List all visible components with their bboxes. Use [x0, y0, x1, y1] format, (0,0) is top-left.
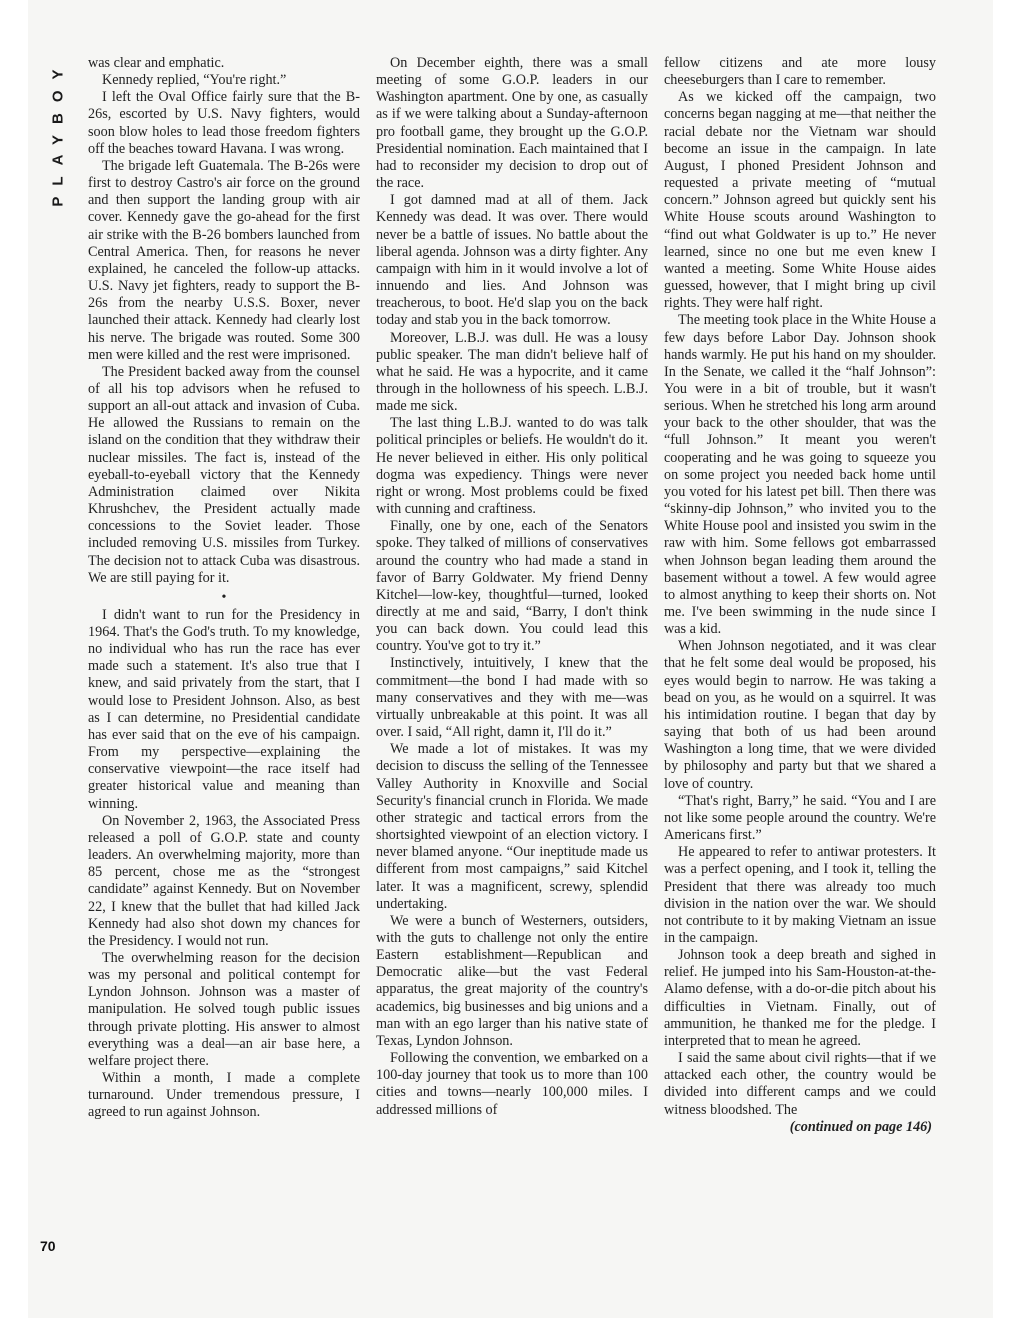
masthead-text: PLAYBOY	[49, 57, 67, 207]
magazine-page	[28, 0, 993, 1318]
body-paragraph: I said the same about civil rights—that if we attacked each other, the country would be divided into different camps and we could witness bloodshed. The	[664, 1050, 936, 1118]
body-paragraph: I got damned mad at all of them. Jack Kennedy was dead. It was over. There would never be a battle of issues. No battle about the liberal agenda. Johnson was a dirty fighter. Any campaign with him in it would involve a lot of innuendo and lies. And Johnson was treacherous, to boot. He'd slap you on the back today and stab you in the back tomorrow.	[376, 192, 648, 329]
body-paragraph: The President backed away from the counsel of all his top advisors when he refused to support an all-out attack and invasion of Cuba. He allowed the Russians to remain on the island on the condition that they withdraw their nuclear missiles. The fact is, instead of the eyeball-to-eyeball victory that the Kennedy Administration claimed over Nikita Khrushchev, the President actually made concessions to the Soviet leader. Those included removing U.S. missiles from Turkey. The decision not to attack Cuba was disastrous. We are still paying for it.	[88, 363, 360, 586]
body-paragraph: Kennedy replied, “You're right.”	[102, 72, 287, 89]
column-3	[664, 55, 936, 1136]
body-paragraph: I left the Oval Office fairly sure that the B-26s, escorted by U.S. Navy fighters, would soon blow holes to lead those freedom fighters off the beaches toward Havana. I was wrong.	[88, 89, 360, 157]
masthead	[40, 52, 76, 212]
body-paragraph: The meeting took place in the White House a few days before Labor Day. Johnson shook hands warmly. He put his hand on my shoulder. In the Senate, we called it the “half Johnson”: You were in a bit of trouble, but it wasn't serious. When he stretched his long arm around your back to the other shoulder, that was the “full Johnson.” It meant you weren't cooperating and he was going to squeeze you on some project you needed back home until you voted for his latest pet bill. Then there was “skinny-dip Johnson,” who invited you to the White House pool and insisted you swim in the raw with him. Some fellows got embarrassed when Johnson began leading them around the basement without a towel. A few would agree to almost anything to keep their shorts on. Not me. I've been swimming in the nude since I was a kid.	[664, 312, 936, 638]
body-paragraph: On December eighth, there was a small meeting of some G.O.P. leaders in our Washington apartment. One by one, as casually as if we were talking about a Sunday-afternoon pro football game, they brought up the G.O.P. Presidential nomination. Each maintained that I had to reconsider my decision to drop out of the race.	[376, 55, 648, 192]
page-number: 70	[40, 1238, 56, 1254]
body-paragraph: As we kicked off the campaign, two concerns began nagging at me—that neither the racial debate nor the Vietnam war should become an issue in the campaign. In late August, I phoned President Johnson and requested a private meeting of “mutual concern.” Johnson agreed but quickly sent his White House scouts around Washington to “find out what Goldwater is up to.” He never learned, since no one but me even knew I wanted a meeting. Some White House aides guessed, however, that I might bring up civil rights. They were half right.	[664, 89, 936, 312]
body-paragraph: The last thing L.B.J. wanted to do was talk political principles or beliefs. He wouldn't do it. He never believed in either. His only political dogma was expediency. Things were never right or wrong. Most problems could be fixed with cunning and craftiness.	[376, 415, 648, 518]
body-paragraph: I didn't want to run for the Presidency in 1964. That's the God's truth. To my knowledge, no individual who has run the race has ever made such a statement. It's also true that I knew, and said privately from the start, that I would lose to President Johnson. Also, as best as I can determine, no Presidential candidate has ever said that on the eve of his campaign. From my perspective—explaining the conservative viewpoint—the race itself had greater historical value and meaning than winning.	[88, 606, 360, 812]
body-paragraph: We were a bunch of Westerners, outsiders, with the guts to challenge not only the entire Eastern establishment—Republican and Democratic alike—but the vast Federal apparatus, the great majority of the country's academics, big businesses and big unions and a man with an ego larger than his native state of Texas, Lyndon Johnson.	[376, 912, 648, 1049]
body-paragraph: was clear and emphatic.	[88, 55, 225, 71]
body-paragraph: He appeared to refer to antiwar protesters. It was a perfect opening, and I took it, telling the President that there was already too much division in the nation over the war. We should not contribute to it by making Vietnam an issue in the campaign.	[664, 844, 936, 946]
body-paragraph: Within a month, I made a complete turnaround. Under tremendous pressure, I agreed to run against Johnson.	[88, 1070, 360, 1121]
body-paragraph: “That's right, Barry,” he said. “You and I are not like some people around the country. We're Americans first.”	[664, 792, 936, 844]
section-break-bullet: •	[221, 589, 227, 605]
body-paragraph: Instinctively, intuitively, I knew that the commitment—the bond I had made with so many conservatives and they with me—was virtually unbreakable at this point. It was all over. I said, “All right, damn it, I'll do it.”	[376, 655, 648, 741]
body-paragraph: Johnson took a deep breath and sighed in relief. He jumped into his Sam-Houston-at-the-Alamo defense, with a do-or-die pitch about his difficulties in Vietnam. Finally, out of ammunition, he thanked me for the pledge. I interpreted that to mean he agreed.	[664, 947, 936, 1049]
body-paragraph: On November 2, 1963, the Associated Press released a poll of G.O.P. state and county leaders. An overwhelming majority, more than 85 percent, chose me as the “strongest candidate” against Kennedy. But on November 22, I knew that the bullet that had killed Jack Kennedy had also shot down my chances for the Presidency. I would not run.	[88, 812, 360, 949]
body-paragraph: The overwhelming reason for the decision was my personal and political contempt for Lyndon Johnson. Johnson was a master of manipulation. He solved tough public issues through private plotting. His answer to almost everything was a deal—an air base here, a welfare project there.	[88, 949, 360, 1069]
body-paragraph: Following the convention, we embarked on a 100-day journey that took us to more than 100 cities and towns—nearly 100,000 miles. I addressed millions of	[376, 1050, 648, 1118]
body-paragraph: Moreover, L.B.J. was dull. He was a lousy public speaker. The man didn't believe half of what he said. He was a hypocrite, and it came through in the hollowness of his speech. L.B.J. made me sick.	[376, 329, 648, 415]
body-paragraph: The brigade left Guatemala. The B-26s were first to destroy Castro's air force on the ground and then support the landing group with air cover. Kennedy gave the go-ahead for the first air strike with the B-26 bombers launched from Central America. Then, for reasons he never explained, he canceled the follow-up attacks. U.S. Navy jet fighters, ready to support the B-26s from the nearby U.S.S. Boxer, never launched their attack. Kennedy had clearly lost his nerve. The brigade was routed. Some 300 men were killed and the rest were imprisoned.	[88, 157, 360, 363]
body-paragraph: When Johnson negotiated, and it was clear that he felt some deal would be proposed, his eyes would begin to narrow. He was taking a bead on you, as he would on a squirrel. It was his intimidation routine. I began that day by saying that both of us had been around Washington a long time, that we were divided by philosophy and party but that we shared a love of country.	[664, 638, 936, 792]
column-2	[376, 55, 648, 1119]
body-paragraph: fellow citizens and ate more lousy cheeseburgers than I care to remember.	[664, 55, 936, 89]
continued-on-line: (continued on page 146)	[789, 1118, 932, 1135]
column-1	[88, 55, 360, 1122]
body-paragraph: Finally, one by one, each of the Senators spoke. They talked of millions of conservatives around the country who had made a stand in favor of Barry Goldwater. My friend Denny Kitchel—low-key, thoughtful—turned, looked directly at me and said, “Barry, I don't think you can back down. You could lead this country. You've got to try it.”	[376, 518, 648, 655]
body-paragraph: We made a lot of mistakes. It was my decision to discuss the selling of the Tennessee Valley Authority in Knoxville and Social Security's financial crunch in Florida. We made other strategic and tactical errors from the shortsighted viewpoint of an election victory. I never blamed anyone. “Our ineptitude made us different from most campaigns,” said Kitchel later. It was a magnificent, screwy, splendid undertaking.	[376, 741, 648, 912]
